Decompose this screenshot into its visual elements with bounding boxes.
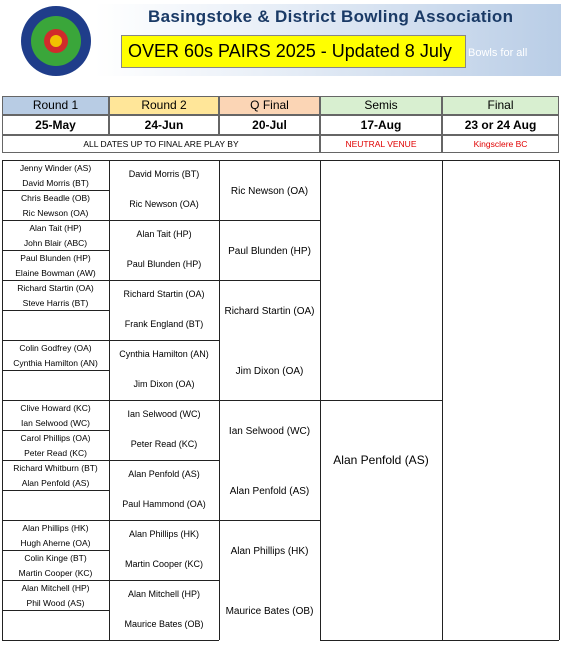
round2-player: Alan Penfold (AS) (128, 469, 200, 479)
bracket-line (219, 220, 320, 221)
bracket-line (320, 400, 442, 401)
round1-header: Round 1 (2, 96, 109, 115)
org-name: Basingstoke & District Bowling Association (148, 7, 514, 26)
bracket-line (2, 220, 109, 221)
round1-player: Martin Cooper (KC) (18, 568, 93, 578)
round1-player: Phil Wood (AS) (26, 598, 85, 608)
bracket-line (219, 520, 320, 521)
round2-player: Martin Cooper (KC) (124, 559, 204, 569)
semis-date: 17-Aug (320, 115, 442, 135)
round1-player: Paul Blunden (HP) (20, 253, 91, 263)
round2-player: Jim Dixon (OA) (133, 379, 195, 389)
bracket-line (2, 250, 109, 251)
round2-player: Ric Newson (OA) (129, 199, 199, 209)
bracket-line (2, 280, 109, 281)
round1-player: Ian Selwood (WC) (21, 418, 90, 428)
round2-player: Maurice Bates (OB) (124, 619, 204, 629)
bracket-line (2, 400, 109, 401)
round1-player: John Blair (ABC) (23, 238, 88, 248)
round2-player: Cynthia Hamilton (AN) (119, 349, 209, 359)
qfinal-player: Ric Newson (OA) (230, 186, 309, 197)
semis-player: Alan Penfold (AS) (333, 453, 429, 467)
round1-player: Clive Howard (KC) (20, 403, 91, 413)
round1-player: Steve Harris (BT) (22, 298, 89, 308)
bracket-line (2, 160, 559, 161)
bracket-line (109, 340, 219, 341)
round1-player: Alan Phillips (HK) (22, 523, 89, 533)
final-header: Final (442, 96, 559, 115)
round2-header: Round 2 (109, 96, 219, 115)
bracket-line (442, 160, 443, 640)
semis-venue-note: NEUTRAL VENUE (320, 135, 442, 153)
play-by-note: ALL DATES UP TO FINAL ARE PLAY BY (2, 135, 320, 153)
page-subtitle: OVER 60s PAIRS 2025 - Updated 8 July (121, 35, 466, 68)
bracket-line (2, 610, 109, 611)
round1-player: Alan Penfold (AS) (21, 478, 90, 488)
round2-player: Alan Phillips (HK) (128, 529, 200, 539)
bracket-line (109, 640, 219, 641)
qfinal-header: Q Final (219, 96, 320, 115)
round1-player: Richard Startin (OA) (17, 283, 94, 293)
round1-player: Peter Read (KC) (24, 448, 87, 458)
round2-player: Ian Selwood (WC) (127, 409, 201, 419)
round1-player: Jenny Winder (AS) (19, 163, 92, 173)
round1-player: Chris Beadle (OB) (21, 193, 90, 203)
round2-player: Paul Hammond (OA) (122, 499, 206, 509)
bracket-line (109, 580, 219, 581)
bracket-line (320, 640, 442, 641)
round1-player: Hugh Aherne (OA) (20, 538, 91, 548)
round2-player: Alan Mitchell (HP) (127, 589, 201, 599)
round2-player: Paul Blunden (HP) (126, 259, 202, 269)
round2-player: Frank England (BT) (124, 319, 204, 329)
round2-player: Peter Read (KC) (130, 439, 198, 449)
qfinal-player: Alan Penfold (AS) (229, 486, 310, 497)
round1-player: Elaine Bowman (AW) (15, 268, 96, 278)
round1-player: Colin Kinge (BT) (24, 553, 87, 563)
association-logo-icon (18, 4, 94, 78)
round1-player: Colin Godfrey (OA) (19, 343, 92, 353)
bracket-line (109, 400, 219, 401)
bracket-line (2, 490, 109, 491)
round2-player: Richard Startin (OA) (123, 289, 205, 299)
round2-player: Alan Tait (HP) (136, 229, 192, 239)
final-venue-note: Kingsclere BC (442, 135, 559, 153)
bracket-line (2, 430, 109, 431)
round2-player: David Morris (BT) (128, 169, 200, 179)
qfinal-player: Richard Startin (OA) (224, 306, 315, 317)
bracket-line (219, 400, 320, 401)
bracket-line (2, 550, 109, 551)
round1-player: Richard Whitburn (BT) (13, 463, 98, 473)
bracket-line (2, 190, 109, 191)
bracket-line (2, 640, 109, 641)
qfinal-player: Ian Selwood (WC) (228, 426, 311, 437)
qfinal-player: Alan Phillips (HK) (230, 546, 309, 557)
bracket-line (109, 460, 219, 461)
bracket-line (2, 460, 109, 461)
round1-player: Cynthia Hamilton (AN) (13, 358, 98, 368)
bracket-line (2, 370, 109, 371)
bracket-line (109, 280, 219, 281)
bracket-line (109, 220, 219, 221)
round1-player: Alan Mitchell (HP) (21, 583, 90, 593)
round1-player: Ric Newson (OA) (22, 208, 89, 218)
round2-date: 24-Jun (109, 115, 219, 135)
round1-player: David Morris (BT) (22, 178, 89, 188)
bracket-line (2, 310, 109, 311)
round1-date: 25-May (2, 115, 109, 135)
tagline: Bowls for all (468, 47, 528, 59)
bracket-line (559, 160, 560, 640)
bracket-line (442, 640, 559, 641)
bracket-line (219, 280, 320, 281)
round1-player: Carol Phillips (OA) (20, 433, 91, 443)
bracket-line (2, 520, 109, 521)
bracket-line (2, 340, 109, 341)
final-date: 23 or 24 Aug (442, 115, 559, 135)
round1-player: Alan Tait (HP) (29, 223, 82, 233)
bracket-line (109, 520, 219, 521)
qfinal-player: Paul Blunden (HP) (228, 246, 311, 257)
qfinal-player: Maurice Bates (OB) (225, 606, 314, 617)
bracket-line (2, 580, 109, 581)
semis-header: Semis (320, 96, 442, 115)
qfinal-date: 20-Jul (219, 115, 320, 135)
qfinal-player: Jim Dixon (OA) (235, 366, 304, 377)
